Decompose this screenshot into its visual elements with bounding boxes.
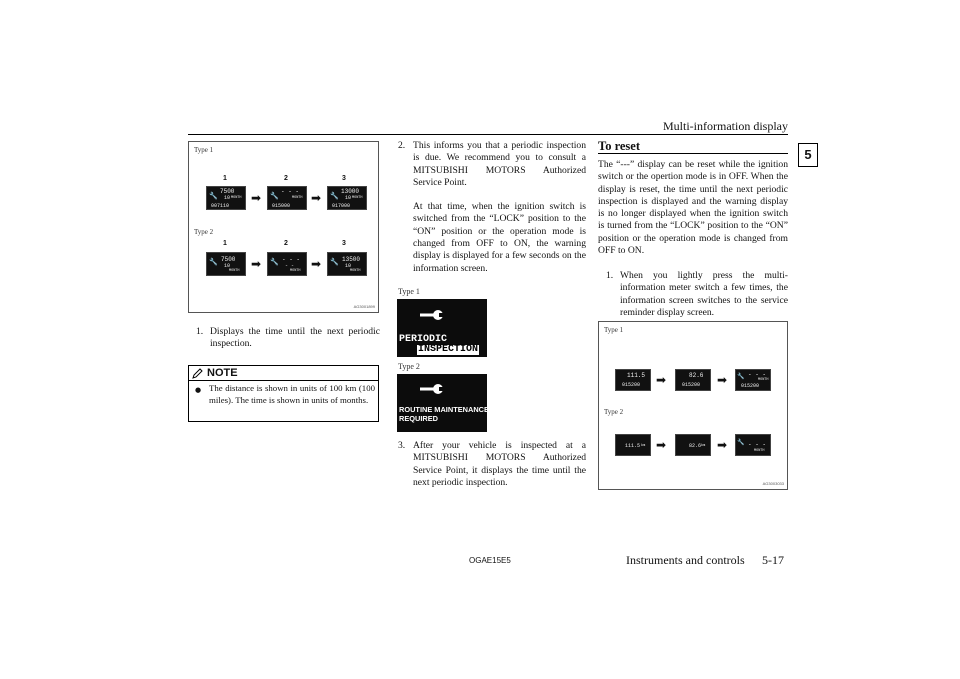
wrench-icon: 🔧 — [737, 373, 745, 380]
type2-label: Type 2 — [604, 408, 624, 416]
display-screen: 82.6 km — [675, 434, 711, 456]
running-header: Multi-information display — [663, 119, 788, 133]
display-screen: 🔧 7500 10 MONTH 007110 — [206, 186, 246, 210]
display-screen: 🔧 - - - - - MONTH — [267, 252, 307, 276]
display-screen: 82.6 015200 — [675, 369, 711, 391]
note-text: The distance is shown in units of 100 km (100 miles). The time is shown in units of months. — [209, 383, 375, 405]
note-pencil-icon — [192, 367, 204, 379]
step-label: 1 — [223, 175, 227, 182]
arrow-right-icon: ➡ — [311, 191, 322, 205]
display-screen: 🔧 - - - MONTH 015000 — [267, 186, 307, 210]
arrow-right-icon: ➡ — [251, 257, 262, 271]
display-screen: 🔧 - - - MONTH — [735, 434, 771, 456]
step-label: 3 — [342, 240, 346, 247]
wrench-icon: 🔧 — [270, 193, 279, 201]
arrow-right-icon: ➡ — [311, 257, 322, 271]
bullet-icon: ● — [195, 386, 202, 394]
type2-label: Type 2 — [194, 228, 214, 236]
display-screen: 🔧 7500 10 MONTH — [206, 252, 246, 276]
list-item-text: When you lightly press the multi-information meter switch a few times, the information screen switches to the service reminder display screen. — [620, 270, 788, 318]
list-item: 1. When you lightly press the multi-information meter switch a few times, the information screen switches to the service reminder display screen. — [606, 270, 788, 318]
arrow-right-icon: ➡ — [717, 438, 728, 452]
list-item: 3. After your vehicle is inspected at a MITSUBISHI MOTORS Authorized Service Point, it displays the time until the next periodic inspection. — [398, 440, 586, 488]
arrow-right-icon: ➡ — [656, 438, 667, 452]
section-tab: 5 — [798, 143, 818, 167]
list-item-text: This informs you that a periodic inspection is due. We recommend you to consult a MITSUBISHI MOTORS Authorized Service Point. — [413, 140, 586, 188]
wrench-icon — [417, 305, 445, 325]
list-item-text: Displays the time until the next periodic inspection. — [210, 326, 380, 350]
wrench-icon: 🔧 — [209, 193, 218, 201]
list-item-text: At that time, when the ignition switch is switched from the “LOCK” position to the “ON” position or the operation mode is changed from OFF to ON, the warning display is displayed for a few seconds on the information screen. — [413, 201, 586, 274]
step-label: 3 — [342, 175, 346, 182]
step-label: 2 — [284, 240, 288, 247]
type1-label: Type 1 — [398, 287, 420, 296]
note-box — [188, 365, 379, 422]
step-label: 1 — [223, 240, 227, 247]
reset-figure — [598, 321, 788, 490]
arrow-right-icon: ➡ — [656, 373, 667, 387]
wrench-icon: 🔧 — [330, 193, 339, 201]
step-label: 2 — [284, 175, 288, 182]
reset-paragraph: The “---” display can be reset while the ignition switch or the opertion mode is in OFF. When the display is reset, the time until the next periodic inspection is displayed and the warning display is no longer displayed when the ignition switch is turned from the “LOCK” position to the “ON” position or the operation mode is changed from OFF to ON. — [598, 159, 788, 257]
doc-code: OGAE15E5 — [469, 556, 511, 565]
wrench-icon: 🔧 — [209, 259, 218, 267]
periodic-inspection-screen: PERIODIC INSPECTION — [397, 299, 487, 357]
list-item: 1. Displays the time until the next periodic inspection. — [196, 326, 380, 350]
footer-section: Instruments and controls — [626, 553, 745, 567]
type1-label: Type 1 — [194, 146, 214, 154]
display-screen: 111.5 km — [615, 434, 651, 456]
display-screen: 🔧 13000 10 MONTH 017000 — [327, 186, 367, 210]
display-screen: 🔧 13500 10 MONTH — [327, 252, 367, 276]
type1-label: Type 1 — [604, 326, 624, 334]
arrow-right-icon: ➡ — [251, 191, 262, 205]
header-rule — [188, 134, 788, 135]
wrench-icon: 🔧 — [737, 439, 745, 446]
wrench-icon: 🔧 — [270, 259, 279, 267]
section-heading: To reset — [598, 139, 641, 153]
wrench-icon: 🔧 — [330, 259, 339, 267]
page-number: 5-17 — [762, 553, 784, 567]
service-reminder-figure — [188, 141, 379, 313]
list-item: 2. This informs you that a periodic inspection is due. We recommend you to consult a MITSUBISHI MOTORS Authorized Service Point. At that time, when the ignition switch is switched from the “LOCK” position to the “ON” position or the operation mode is changed from OFF to ON, the warning display is displayed for a few seconds on the information screen. — [398, 140, 586, 274]
display-screen: 🔧 - - - MONTH 015200 — [735, 369, 771, 391]
type2-label: Type 2 — [398, 362, 420, 371]
wrench-icon — [417, 379, 445, 399]
figure-code: AG3001899 — [353, 304, 375, 309]
heading-rule — [598, 153, 788, 154]
display-screen: 111.5 015200 — [615, 369, 651, 391]
note-header: NOTE — [189, 366, 378, 381]
figure-code: AG3003033 — [762, 481, 784, 486]
list-item-text: After your vehicle is inspected at a MITSUBISHI MOTORS Authorized Service Point, it displays the time until the next periodic inspection. — [413, 440, 586, 488]
arrow-right-icon: ➡ — [717, 373, 728, 387]
routine-maintenance-screen: ROUTINE MAINTENANCE REQUIRED — [397, 374, 487, 432]
